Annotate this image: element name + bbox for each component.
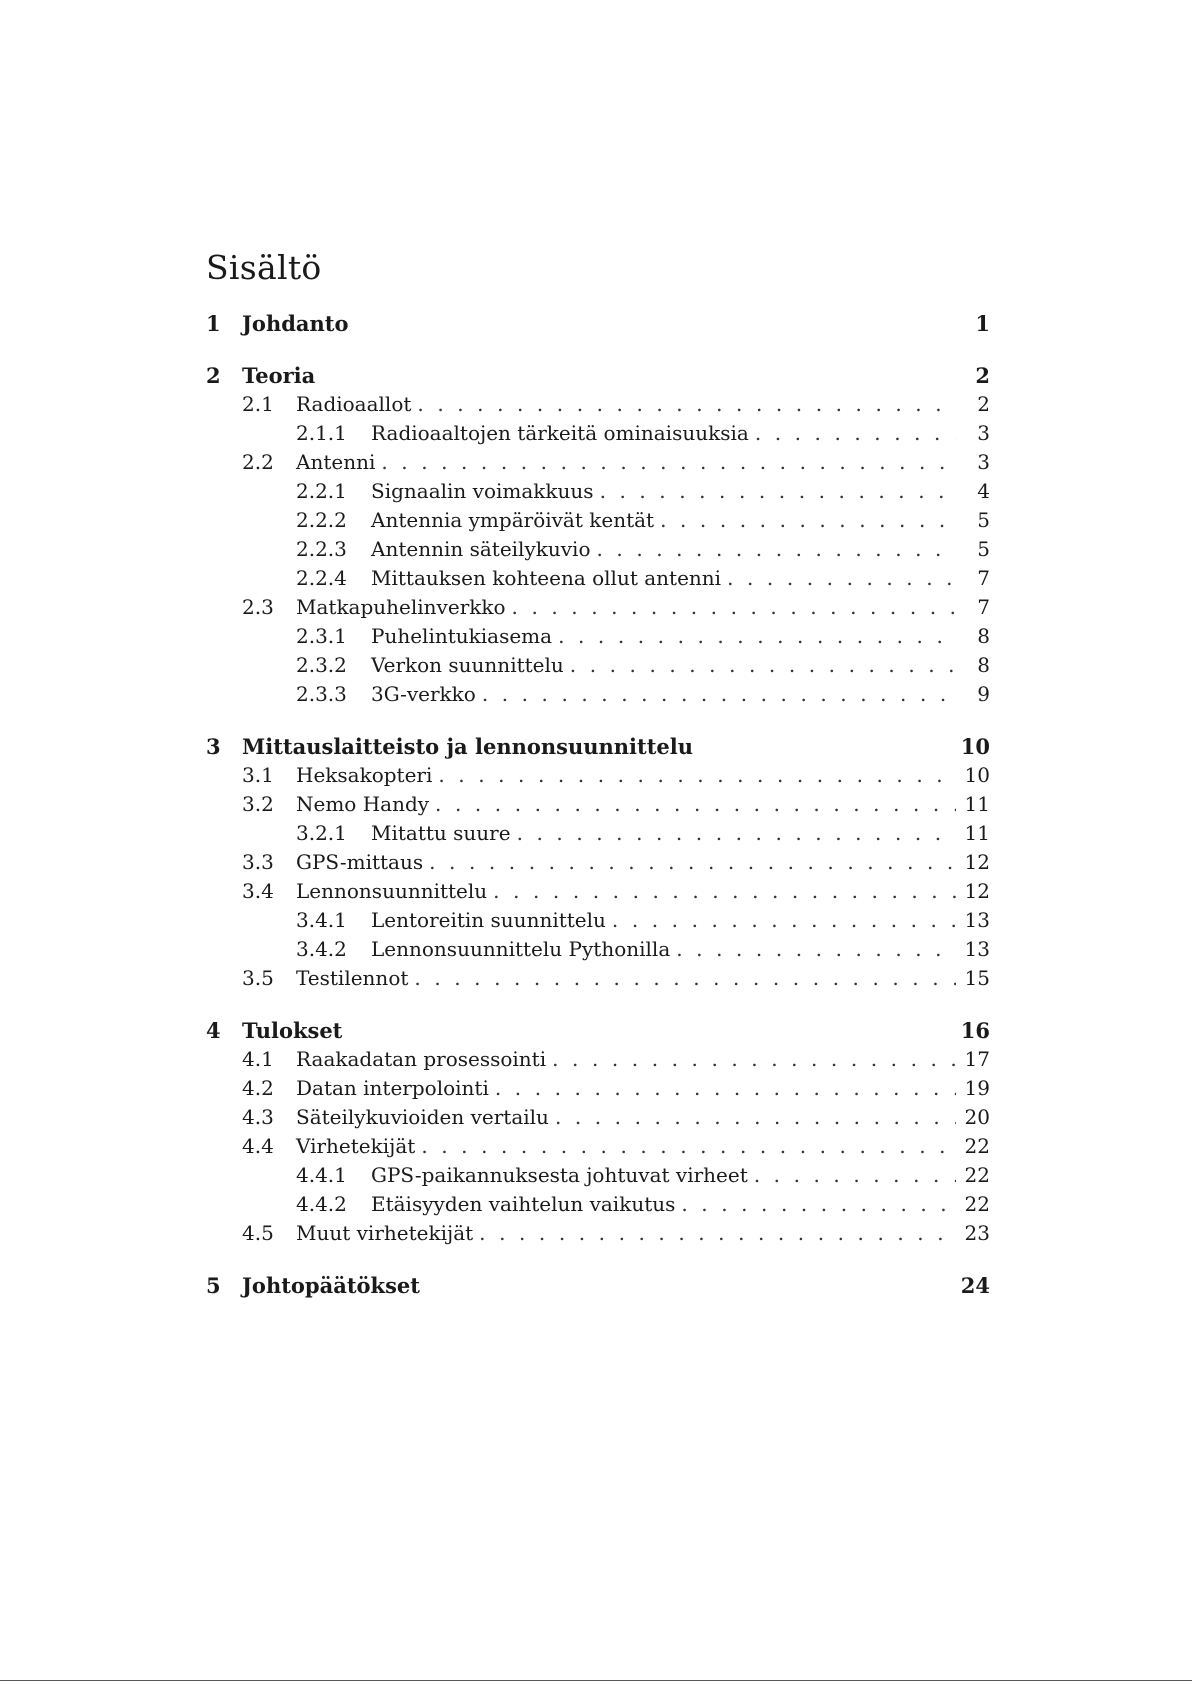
toc-entry-page: 9 bbox=[977, 682, 990, 706]
toc-entry-number: 2.3.2 bbox=[296, 653, 347, 677]
toc-entry-number: 3.4 bbox=[242, 879, 274, 903]
toc-entry-number: 4.5 bbox=[242, 1221, 274, 1245]
toc-entry-number: 2.2.1 bbox=[296, 479, 347, 503]
toc-entry-3-1[interactable] bbox=[206, 761, 990, 790]
dot-leader bbox=[596, 535, 956, 564]
toc-entry-4-4-2[interactable] bbox=[206, 1190, 990, 1219]
toc-entry-title: Johtopäätökset bbox=[242, 1273, 420, 1298]
toc-entry-2-2-2[interactable] bbox=[206, 506, 990, 535]
toc-entry-3-2-1[interactable] bbox=[206, 819, 990, 848]
toc-entry-page: 4 bbox=[977, 479, 990, 503]
toc-entry-2-3-1[interactable] bbox=[206, 622, 990, 651]
toc-entry-title: Muut virhetekijät bbox=[296, 1221, 474, 1245]
dot-leader bbox=[517, 819, 956, 848]
toc-entry-title: Antennia ympäröivät kentät bbox=[371, 508, 655, 532]
toc-entry-3-2[interactable] bbox=[206, 790, 990, 819]
toc-entry-page: 5 bbox=[977, 508, 990, 532]
page-title: Sisältö bbox=[206, 248, 322, 287]
toc-entry-page: 16 bbox=[960, 1018, 990, 1043]
toc-entry-4-4-1[interactable] bbox=[206, 1161, 990, 1190]
toc-entry-number: 2.2.4 bbox=[296, 566, 347, 590]
toc-entry-title: Verkon suunnittelu bbox=[371, 653, 564, 677]
toc-entry-number: 1 bbox=[206, 311, 221, 336]
toc-entry-2-3[interactable] bbox=[206, 593, 990, 622]
toc-entry-title: Virhetekijät bbox=[296, 1134, 416, 1158]
toc-entry-2-3-2[interactable] bbox=[206, 651, 990, 680]
toc-entry-title: Signaalin voimakkuus bbox=[371, 479, 594, 503]
dot-leader bbox=[555, 1103, 956, 1132]
toc-entry-number: 3.3 bbox=[242, 850, 274, 874]
toc-entry-number: 4.4.1 bbox=[296, 1163, 347, 1187]
dot-leader bbox=[421, 1132, 956, 1161]
toc-entry-page: 11 bbox=[964, 792, 990, 816]
toc-entry-number: 3.5 bbox=[242, 966, 274, 990]
toc-entry-page: 20 bbox=[964, 1105, 990, 1129]
toc-entry-number: 4.3 bbox=[242, 1105, 274, 1129]
toc-entry-number: 4.4 bbox=[242, 1134, 274, 1158]
dot-leader bbox=[727, 564, 956, 593]
dot-leader bbox=[660, 506, 956, 535]
toc-entry-2-2[interactable] bbox=[206, 448, 990, 477]
toc-entry-title: Teoria bbox=[242, 363, 316, 388]
toc-entry-number: 2.3.3 bbox=[296, 682, 347, 706]
toc-entry-title: Nemo Handy bbox=[296, 792, 430, 816]
toc-entry-page: 7 bbox=[977, 566, 990, 590]
toc-entry-page: 23 bbox=[964, 1221, 990, 1245]
toc-entry-number: 2.3 bbox=[242, 595, 274, 619]
toc-entry-number: 3.2 bbox=[242, 792, 274, 816]
toc-entry-5[interactable] bbox=[206, 1271, 990, 1300]
toc-entry-page: 22 bbox=[964, 1163, 990, 1187]
toc-entry-title: Lennonsuunnittelu bbox=[296, 879, 488, 903]
toc-entry-title: Datan interpolointi bbox=[296, 1076, 489, 1100]
toc-entry-page: 10 bbox=[960, 734, 990, 759]
dot-leader bbox=[417, 390, 956, 419]
toc-entry-number: 2.1 bbox=[242, 392, 274, 416]
toc-entry-2-2-4[interactable] bbox=[206, 564, 990, 593]
toc-entry-4[interactable] bbox=[206, 1016, 990, 1045]
toc-entry-2[interactable] bbox=[206, 361, 990, 390]
dot-leader bbox=[414, 964, 956, 993]
toc-entry-4-1[interactable] bbox=[206, 1045, 990, 1074]
toc-entry-number: 3 bbox=[206, 734, 221, 759]
toc-entry-3-4[interactable] bbox=[206, 877, 990, 906]
dot-leader bbox=[558, 622, 956, 651]
toc-entry-number: 2.3.1 bbox=[296, 624, 347, 648]
dot-leader bbox=[381, 448, 956, 477]
dot-leader bbox=[681, 1190, 956, 1219]
toc-entry-title: Matkapuhelinverkko bbox=[296, 595, 506, 619]
toc-entry-title: Lennonsuunnittelu Pythonilla bbox=[371, 937, 671, 961]
toc-entry-page: 12 bbox=[964, 850, 990, 874]
toc-entry-number: 4.4.2 bbox=[296, 1192, 347, 1216]
toc-entry-3-4-1[interactable] bbox=[206, 906, 990, 935]
toc-entry-number: 2.1.1 bbox=[296, 421, 347, 445]
toc-entry-page: 22 bbox=[964, 1134, 990, 1158]
toc-entry-number: 2 bbox=[206, 363, 221, 388]
dot-leader bbox=[429, 848, 956, 877]
toc-entry-page: 11 bbox=[964, 821, 990, 845]
toc-entry-2-2-1[interactable] bbox=[206, 477, 990, 506]
toc-entry-number: 3.4.2 bbox=[296, 937, 347, 961]
toc-entry-page: 13 bbox=[964, 937, 990, 961]
toc-entry-title: Lentoreitin suunnittelu bbox=[371, 908, 606, 932]
dot-leader bbox=[435, 790, 956, 819]
toc-entry-page: 22 bbox=[964, 1192, 990, 1216]
toc-entry-page: 12 bbox=[964, 879, 990, 903]
dot-leader bbox=[495, 1074, 956, 1103]
toc-entry-2-3-3[interactable] bbox=[206, 680, 990, 709]
toc-entry-2-2-3[interactable] bbox=[206, 535, 990, 564]
toc-entry-title: Puhelintukiasema bbox=[371, 624, 553, 648]
toc-entry-page: 2 bbox=[977, 392, 990, 416]
toc-entry-number: 4.2 bbox=[242, 1076, 274, 1100]
toc-entry-title: Antennin säteilykuvio bbox=[371, 537, 591, 561]
dot-leader bbox=[552, 1045, 956, 1074]
toc-entry-page: 3 bbox=[977, 450, 990, 474]
toc-entry-number: 3.1 bbox=[242, 763, 274, 787]
dot-leader bbox=[600, 477, 956, 506]
toc-entry-page: 2 bbox=[975, 363, 990, 388]
toc-entry-number: 4 bbox=[206, 1018, 221, 1043]
dot-leader bbox=[493, 877, 956, 906]
dot-leader bbox=[755, 419, 956, 448]
toc-entry-page: 24 bbox=[960, 1273, 990, 1298]
toc-entry-4-2[interactable] bbox=[206, 1074, 990, 1103]
toc-entry-page: 8 bbox=[977, 624, 990, 648]
toc-entry-title: Testilennot bbox=[296, 966, 409, 990]
toc-entry-title: Mittauslaitteisto ja lennonsuunnittelu bbox=[242, 734, 694, 759]
toc-entry-4-3[interactable] bbox=[206, 1103, 990, 1132]
dot-leader bbox=[754, 1161, 956, 1190]
dot-leader bbox=[612, 906, 956, 935]
dot-leader bbox=[512, 593, 956, 622]
toc-entry-3-5[interactable] bbox=[206, 964, 990, 993]
toc-entry-number: 2.2 bbox=[242, 450, 274, 474]
toc-entry-title: Etäisyyden vaihtelun vaikutus bbox=[371, 1192, 676, 1216]
toc-entry-4-4[interactable] bbox=[206, 1132, 990, 1161]
toc-entry-page: 3 bbox=[977, 421, 990, 445]
toc-entry-number: 5 bbox=[206, 1273, 221, 1298]
dot-leader bbox=[438, 761, 956, 790]
dot-leader bbox=[676, 935, 956, 964]
toc-entry-3[interactable] bbox=[206, 732, 990, 761]
toc-entry-title: Mittauksen kohteena ollut antenni bbox=[371, 566, 722, 590]
toc-entry-page: 7 bbox=[977, 595, 990, 619]
toc-entry-2-1[interactable] bbox=[206, 390, 990, 419]
toc-entry-number: 3.4.1 bbox=[296, 908, 347, 932]
toc-entry-3-4-2[interactable] bbox=[206, 935, 990, 964]
dot-leader bbox=[482, 680, 956, 709]
toc-entry-title: GPS-mittaus bbox=[296, 850, 424, 874]
toc-entry-title: Heksakopteri bbox=[296, 763, 433, 787]
toc-entry-title: Antenni bbox=[296, 450, 376, 474]
toc-entry-2-1-1[interactable] bbox=[206, 419, 990, 448]
toc-entry-3-3[interactable] bbox=[206, 848, 990, 877]
toc-entry-page: 8 bbox=[977, 653, 990, 677]
toc-entry-page: 19 bbox=[964, 1076, 990, 1100]
toc-entry-title: GPS-paikannuksesta johtuvat virheet bbox=[371, 1163, 748, 1187]
toc-entry-page: 17 bbox=[964, 1047, 990, 1071]
dot-leader bbox=[570, 651, 956, 680]
page-bottom-rule bbox=[0, 1680, 1192, 1681]
dot-leader bbox=[479, 1219, 956, 1248]
toc-entry-title: Johdanto bbox=[242, 311, 349, 336]
toc-entry-1[interactable] bbox=[206, 309, 990, 338]
toc-entry-4-5[interactable] bbox=[206, 1219, 990, 1248]
toc-entry-page: 15 bbox=[964, 966, 990, 990]
toc-entry-page: 10 bbox=[964, 763, 990, 787]
toc-entry-title: Radioaallot bbox=[296, 392, 412, 416]
toc-entry-title: Mitattu suure bbox=[371, 821, 511, 845]
toc-entry-title: Radioaaltojen tärkeitä ominaisuuksia bbox=[371, 421, 749, 445]
toc-entry-number: 2.2.2 bbox=[296, 508, 347, 532]
toc-entry-number: 4.1 bbox=[242, 1047, 274, 1071]
toc-entry-title: Raakadatan prosessointi bbox=[296, 1047, 547, 1071]
toc-entry-title: Tulokset bbox=[242, 1018, 343, 1043]
toc-entry-number: 3.2.1 bbox=[296, 821, 347, 845]
table-of-contents bbox=[206, 309, 990, 1300]
toc-entry-title: Säteilykuvioiden vertailu bbox=[296, 1105, 549, 1129]
toc-entry-page: 13 bbox=[964, 908, 990, 932]
toc-entry-page: 5 bbox=[977, 537, 990, 561]
toc-entry-page: 1 bbox=[975, 311, 990, 336]
toc-entry-number: 2.2.3 bbox=[296, 537, 347, 561]
toc-entry-title: 3G-verkko bbox=[371, 682, 476, 706]
